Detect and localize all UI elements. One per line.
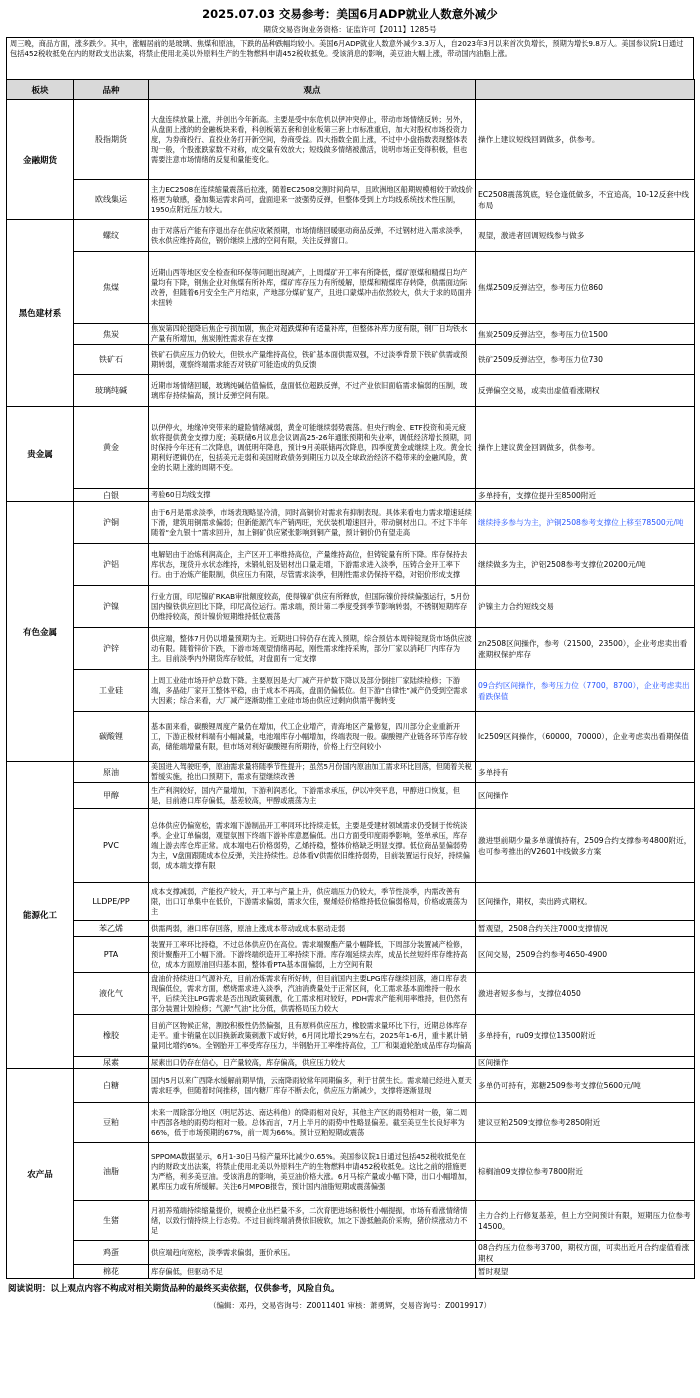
strategy-cell: 观望，激进者回调短线参与做多 (476, 220, 695, 252)
strategy-cell: 焦炭2509反弹沽空，参考压力位1500 (476, 324, 695, 345)
variety-cell: 甲醇 (74, 783, 149, 809)
variety-cell: 沪铝 (74, 544, 149, 586)
table-row (7, 252, 695, 324)
view-cell: 电解铝由于冶炼利润高企，主产区开工率维持高位，产量维持高位，但铸锭量有所下降。库存保持去库状态，现货升水状态维持，未锻轧铝及铝材出口量走增，下游需求进入淡季，压铸合金开工率下行。由于冶炼产能限制，供应压力有限，尽管需求淡季，但刚性需求仍保持平稳，对铝价形成支撑 (149, 544, 476, 586)
view-cell: 总体供应仍偏宽松，需求端下游制品开工率同环比持续走低，主要是受建材领域需求仍受制于传统淡季。企业订单偏弱，观望氛围下终端下游补库意愿偏低。出口方面受印度雨季影响，签单承压，库存端上游去库仓库正常。成本端电石价格弱势，乙烯持稳，整体价格缺乏明显支撑。低位商品显偏弱势为主，V盘面跟随成本位反弹，关注持续性。总体看V供需依旧维持弱势，目前装置运行良好，持续偏弱，成本端支撑有限 (149, 809, 476, 883)
strategy-cell: 操作上建议黄金回调做多，供参考。 (476, 407, 695, 489)
view-cell: 国内5月以来广西降水缓解前期旱情，云南降雨较常年同期偏多，利于甘蔗生长。需求端已经进入夏天需求旺季，但随着时间推移，国内糖厂库存不断去化，供应压力渐减少，支撑将逐渐显现 (149, 1069, 476, 1103)
view-cell: 近期山西等地区安全检查和环保等问题出现减产，上周煤矿开工率有所降低，煤矿原煤和精煤日均产量均有下降，钢焦企业对焦煤有所补库，煤矿库存压力有所缓解，原煤和精煤库存转降，供需面边际改善，但随着6月安全生产月结束，产地部分煤矿复产，且进口蒙煤冲击依然较大，供大于求的局面并未扭转 (149, 252, 476, 324)
view-cell: 库存偏低，但驱动不足 (149, 1265, 476, 1279)
table-body (7, 100, 695, 1279)
strategy-cell: 区间操作 (476, 1057, 695, 1069)
variety-cell: 沪铜 (74, 502, 149, 544)
strategy-cell: 暂时观望 (476, 1265, 695, 1279)
variety-cell: 液化气 (74, 973, 149, 1015)
strategy-cell: 多单持有，ru09支撑位13500附近 (476, 1015, 695, 1057)
table-row (7, 1241, 695, 1265)
table-row (7, 1069, 695, 1103)
table-row (7, 921, 695, 937)
variety-cell: 生猪 (74, 1201, 149, 1241)
variety-cell: 欧线集运 (74, 180, 149, 220)
strategy-cell: 09合约区间操作，参考压力位（7700，8700），企业考虑卖出看跌保值 (476, 670, 695, 712)
view-cell: 成本支撑减弱，产能投产较大，开工率与产量上升，供应端压力仍较大，季节性淡季，内需改善有限，出口订单集中在低价，下游需求偏弱，需求欠佳，聚烯烃价格维持低位偏弱格局，价格或震荡为主 (149, 883, 476, 921)
table-row (7, 489, 695, 502)
table-row (7, 883, 695, 921)
table-row (7, 670, 695, 712)
variety-cell: 黄金 (74, 407, 149, 489)
strategy-cell: 继续做多为主，沪铝2508参考支撑位20200元/吨 (476, 544, 695, 586)
variety-cell: 棉花 (74, 1265, 149, 1279)
variety-cell: 白银 (74, 489, 149, 502)
variety-cell: 螺纹 (74, 220, 149, 252)
reference-table (6, 79, 695, 1279)
table-row (7, 407, 695, 489)
view-cell: 目前产区物候正常，割胶积极性仍然偏强，且有原料供应压力，橡胶需求量环比下行，近期总体库存走平。重卡销量在以旧换新政策刺激下或好转，6月同比增长29%左右，2025年1-6月，重卡累计销量同比增约6%。全钢胎开工率受库存压力，半钢胎开工率维持高位，工厂和渠道轮胎成品库存均偏高 (149, 1015, 476, 1057)
strategy-cell: 区间操作，期权，卖出跨式期权。 (476, 883, 695, 921)
view-cell: 焦炭第四轮提降后焦企亏损加剧，焦企对超跌煤种有适量补库，但整体补库力度有限，钢厂日均铁水产量有所增加，焦炭刚性需求存在支撑 (149, 324, 476, 345)
sector-cell: 黑色建材系 (7, 220, 74, 407)
view-cell: 供需两弱，港口库存回落，原油上涨成本带动或成本驱动走弱 (149, 921, 476, 937)
variety-cell: PTA (74, 937, 149, 973)
table-row (7, 628, 695, 670)
view-cell: 铁矿石供应压力仍较大，但铁水产量维持高位，铁矿基本面供需双强，不过淡季背景下铁矿供需或预期转弱，观察终端需求能否对铁矿可能造成的负反馈 (149, 345, 476, 375)
variety-cell: 铁矿石 (74, 345, 149, 375)
view-cell: 近期市场情绪回暖，玻璃纯碱估值偏低，盘面低位超跌反弹，不过产业依旧面临需求偏弱的压制，玻璃库存持续偏高，预计反弹空间有限。 (149, 375, 476, 407)
table-row (7, 937, 695, 973)
column-header-sector: 板块 (7, 80, 74, 100)
column-header-variety: 品种 (74, 80, 149, 100)
view-cell: 由于6月是需求淡季，市场表现略显冷清，同时高铜价对需求有抑制表现。具体来看电力需求增速延续下滑，建筑用铜需求偏弱；但新能源汽车产销两旺，光伏装机增速回升，带动铜材出口。不过下半年随着“金九银十”需求回升，加上铜矿供应紧张影响到铜产量，预计铜价仍有望走高 (149, 502, 476, 544)
variety-cell: 原油 (74, 762, 149, 783)
variety-cell: 焦炭 (74, 324, 149, 345)
page-title: 2025.07.03 交易参考：美国6月ADP就业人数意外减少 (202, 7, 498, 21)
sector-cell: 能源化工 (7, 762, 74, 1069)
license-subtitle: 期货交易咨询业务资格：证监许可【2011】1285号 (263, 25, 437, 34)
table-row (7, 1015, 695, 1057)
variety-cell: 焦煤 (74, 252, 149, 324)
table-row (7, 712, 695, 762)
variety-cell: LLDPE/PP (74, 883, 149, 921)
view-cell: 盘油价持续进口气源补充，目前冶炼需求有所好转，但目前国内主要LPG库存继续回落，港口库存表现偏低位，需求方面，燃烧需求进入淡季，汽油消费量处于正常区间，化工需求基本面维持一般水平，后续关注LPG需求是否出现政策刺激，化工需求相对较好，PDH需求产能利用率维持，但仍然有部分装置计划检修；气源“气油”比分低，供需格局压力较大 (149, 973, 476, 1015)
view-cell: 主力EC2508在连续缩量震荡后拉涨，随着EC2508交割时间尚早，且欧洲地区船期规模相较于欧线价格更为敏感，叠加集运需求尚可，盘面迎来一波强势反弹，但整体受到上方均线系统技术性压制，1950点附近压力较大。 (149, 180, 476, 220)
view-cell: 以伊停火，地缘冲突带来的避险情绪减弱，黄金可能继续弱势震荡。但央行购金、ETF投资和美元疲软将提供黄金支撑力度；美联储6月议息会议调高25-26年通胀预期和失业率，调低经济增长预期，同时保持今年还有二次降息，调低明年降息，预计9月美联储再次降息，四季度黄金或继续上攻。黄金长期利好逻辑仍在，包括美元走弱和美国财政债务到期压力以及全球政治经济不稳带来的金融风险，黄金的长期上涨的周期不变。 (149, 407, 476, 489)
table-row (7, 1057, 695, 1069)
table-row (7, 809, 695, 883)
view-cell: 由于对落后产能有序退出存在供应收紧预期，市场情绪回暖驱动商品反弹，不过钢材进入需求淡季，铁水供应维持高位，钢价继续上涨的空间有限，关注反弹窗口。 (149, 220, 476, 252)
variety-cell: 白糖 (74, 1069, 149, 1103)
sector-cell: 有色金属 (7, 502, 74, 762)
strategy-cell: 08合约压力位参考3700，期权方面，可卖出近月合约虚值看涨期权 (476, 1241, 695, 1265)
column-header-view: 观点 (149, 80, 476, 100)
report-page (6, 5, 694, 1398)
table-row (7, 100, 695, 180)
column-header-strategy (476, 80, 695, 100)
table-row (7, 345, 695, 375)
variety-cell: 尿素 (74, 1057, 149, 1069)
strategy-cell: 暂观望，2508合约关注7000支撑情况 (476, 921, 695, 937)
variety-cell: 碳酸锂 (74, 712, 149, 762)
sector-cell: 贵金属 (7, 407, 74, 502)
table-row (7, 783, 695, 809)
sector-cell: 金融期货 (7, 100, 74, 220)
sector-cell: 农产品 (7, 1069, 74, 1279)
view-cell: 考验60日均线支撑 (149, 489, 476, 502)
table-row (7, 324, 695, 345)
view-cell: 装置开工率环比持稳，不过总体供应仍在高位。需求端聚酯产量小幅降低，下周部分装置减产检修，预计聚酯开工小幅下滑。下游终端织造开工率持续下滑。库存端延续去库，成品长丝短纤库存维持高位，成本方面原油回归基本面，整体看PTA基本面偏弱，上方空间有限 (149, 937, 476, 973)
table-row (7, 762, 695, 783)
strategy-cell: 沪镍主力合约短线交易 (476, 586, 695, 628)
editor-credits: （编辑：邓丹，交易咨询号：Z0011401 审核：萧勇辉，交易咨询号：Z0019917） (209, 1301, 491, 1310)
table-row (7, 544, 695, 586)
view-cell: 行业方面，印尼镍矿RKAB审批额度较高，使得镍矿供应有所释放，但国际镍价持续偏强运行，5月份国内镍铁供应回比下降，印尼高位运行。需求端，预计第二季度受到季节影响转弱，不锈钢短期库存仍维持较高，预计镍价短期维持低位震荡 (149, 586, 476, 628)
strategy-cell: 继续持多参与为主，沪铜2508参考支撑位上移至78500元/吨 (476, 502, 695, 544)
table-row (7, 1143, 695, 1201)
table-row (7, 1201, 695, 1241)
table-row (7, 586, 695, 628)
view-cell: 月初养殖端持续缩量提价，规模企业出栏量不多，二次育肥进场积极性小幅提振，市场有看涨情绪情绪，以致行情持续上行态势。不过目前终端消费依旧疲软，加之下游抵触高价采购，猪价续涨动力不足 (149, 1201, 476, 1241)
strategy-cell: 区间交易，2509合约参考4650-4900 (476, 937, 695, 973)
variety-cell: 工业硅 (74, 670, 149, 712)
view-cell: 未来一周除部分地区（明尼苏达、南达科他）的降雨相对良好，其他主产区的雨势相对一般，第二周中西部各地的雨势均相对一般。总体而言，7月上半月的雨势中性略显偏差。截至美豆生长良好率为66%，低于市场预期的67%，前一周为66%。预计豆粕短期或震荡 (149, 1103, 476, 1143)
strategy-cell: zn2508区间操作，参考（21500，23500），企业考虑卖出看涨期权保护库存 (476, 628, 695, 670)
table-row (7, 180, 695, 220)
table-row (7, 220, 695, 252)
view-cell: 生产利润较好，国内产量增加，下游利润恶化，下游需求承压，伊以冲突平息，甲醇进口恢复，但是，目前港口库存偏低，基差较高，甲醇或震荡为主 (149, 783, 476, 809)
view-cell: 供应端，整体7月仍以增量预期为主。近期进口锌仍存在流入预期，综合预估本周锌锭现货市场供应波动有限。随着锌价下跌，下游市场观望情绪再起，刚性需求维持采购，部分厂家以消耗厂内库存为主。目前淡季内外期货库存较低，对盘面有一定支撑 (149, 628, 476, 670)
variety-cell: 豆粕 (74, 1103, 149, 1143)
strategy-cell: 激进者短多参与，支撑位4050 (476, 973, 695, 1015)
strategy-cell: 区间操作 (476, 783, 695, 809)
strategy-cell: lc2509区间操作，（60000，70000），企业考虑卖出看期保值 (476, 712, 695, 762)
table-row (7, 1265, 695, 1279)
strategy-cell: 棕榈油09支撑位参考7800附近 (476, 1143, 695, 1201)
view-cell: SPPOMA数据显示，6月1-30日马棕产量环比减少0.65%。美国参议院1日通过包括452税收抵免在内的财政支出法案，将禁止使用北美以外原料生产的生物燃料申请452税收抵免。这比之前的措施更为严格，利多美豆油。受该消息的影响，美豆油价格大涨。6月马棕产量或小幅下降，出口小幅增加，累库压力或有所缓解。关注6月MPOB报告，预计国内油脂短期或震荡偏强 (149, 1143, 476, 1201)
view-cell: 上周工业硅市场开炉总数下降。主要原因是大厂减产开炉数下降以及部分倒挂厂家陆续检修；下游端，多晶硅厂家开工整体平稳，由于成本不再高，盘面仍偏低位。但下游“自律性”减产仍受到空需求大因素；综合来看，大厂减产逐渐助推工业硅市场由供应过剩向供需平衡转变 (149, 670, 476, 712)
view-cell: 基本面来看，碳酸锂周度产量仍在增加，代工企业增产，青海地区产量修复，四川部分企业重新开工，下游正极材料端有小幅减量，电池端库存小幅增加，终端表现一般。碳酸锂产业链各环节库存较高，储能端增量有限，但市场对利好碳酸锂有所期待，价格上行空间较小 (149, 712, 476, 762)
strategy-cell: 建议豆粕2509支撑位参考2850附近 (476, 1103, 695, 1143)
strategy-cell: 多单仍可持有，郑糖2509参考支撑位5600元/吨 (476, 1069, 695, 1103)
strategy-cell: EC2508震荡筑底，轻仓逢低做多，不宜追高，10-12反套中线布局 (476, 180, 695, 220)
variety-cell: 油脂 (74, 1143, 149, 1201)
variety-cell: 股指期货 (74, 100, 149, 180)
market-summary: 周三晚，商品方面，涨多跌少。其中，涨幅居前的是玻璃、焦煤和原油，下跌的品种跌幅均较小。美国6月ADP就业人数意外减少3.3万人，自2023年3月以来首次负增长，预期为增长9.8万人。美国参议院1日通过包括452税收抵免在内的财政支出法案，将禁止使用北美以外原料生产的生物燃料申请452税收抵免。受该消息的影响，美豆油大幅上涨，带动国内油脂上涨。 (6, 37, 694, 79)
view-cell: 大盘连续放量上涨，并创出今年新高。主要是受中东危机以伊冲突停止，带动市场情绪反转；另外，从盘面上涨的的金融板块来看，科创板第五套和创业板第三套上市标准重启，加大对股权市场投资力度，为券商投行、直投业务打开新空间，券商受益。四大指数全面上涨，不过中小盘指数表现整体表现一般，个股涨跌家数不对称，成交量有效放大；短线做多情绪被激活，说明市场正变得积极，但也需要注意市场情绪的反复和量能变化。 (149, 100, 476, 180)
strategy-cell: 激进型前期少量多单谨慎持有，2509合约支撑参考4800附近，也可参考推出的V2601中线做多方案 (476, 809, 695, 883)
strategy-cell: 主力合约上行修复基差，但上方空间预计有限，短期压力位参考14500。 (476, 1201, 695, 1241)
variety-cell: 沪镍 (74, 586, 149, 628)
view-cell: 供应端趋向宽松，淡季需求偏弱，蛋价承压。 (149, 1241, 476, 1265)
strategy-cell: 操作上建议短线回调做多，供参考。 (476, 100, 695, 180)
strategy-cell: 焦煤2509反弹沽空，参考压力位860 (476, 252, 695, 324)
strategy-cell: 多单持有，支撑位提升至8500附近 (476, 489, 695, 502)
table-row (7, 1103, 695, 1143)
variety-cell: PVC (74, 809, 149, 883)
view-cell: 美国进入驾驶旺季，原油需求量将随季节性提升；虽然5月份国内原油加工需求环比回落，但随着关税暂缓实施，抢出口预期下，需求有望继续改善 (149, 762, 476, 783)
variety-cell: 鸡蛋 (74, 1241, 149, 1265)
table-row (7, 502, 695, 544)
strategy-cell: 多单持有 (476, 762, 695, 783)
strategy-cell: 反弹偏空交易，或卖出虚值看涨期权 (476, 375, 695, 407)
table-row (7, 973, 695, 1015)
variety-cell: 沪锌 (74, 628, 149, 670)
table-row (7, 375, 695, 407)
variety-cell: 玻璃纯碱 (74, 375, 149, 407)
view-cell: 尿素出口仍存在信心，日产量较高，库存偏高，供应压力较大 (149, 1057, 476, 1069)
variety-cell: 苯乙烯 (74, 921, 149, 937)
disclaimer: 阅读说明：以上观点内容不构成对相关期货品种的最终买卖依据，仅供参考，风险自负。 (8, 1284, 340, 1294)
strategy-cell: 铁矿2509反弹沽空，参考压力位730 (476, 345, 695, 375)
variety-cell: 橡胶 (74, 1015, 149, 1057)
table-header-row (7, 80, 695, 100)
